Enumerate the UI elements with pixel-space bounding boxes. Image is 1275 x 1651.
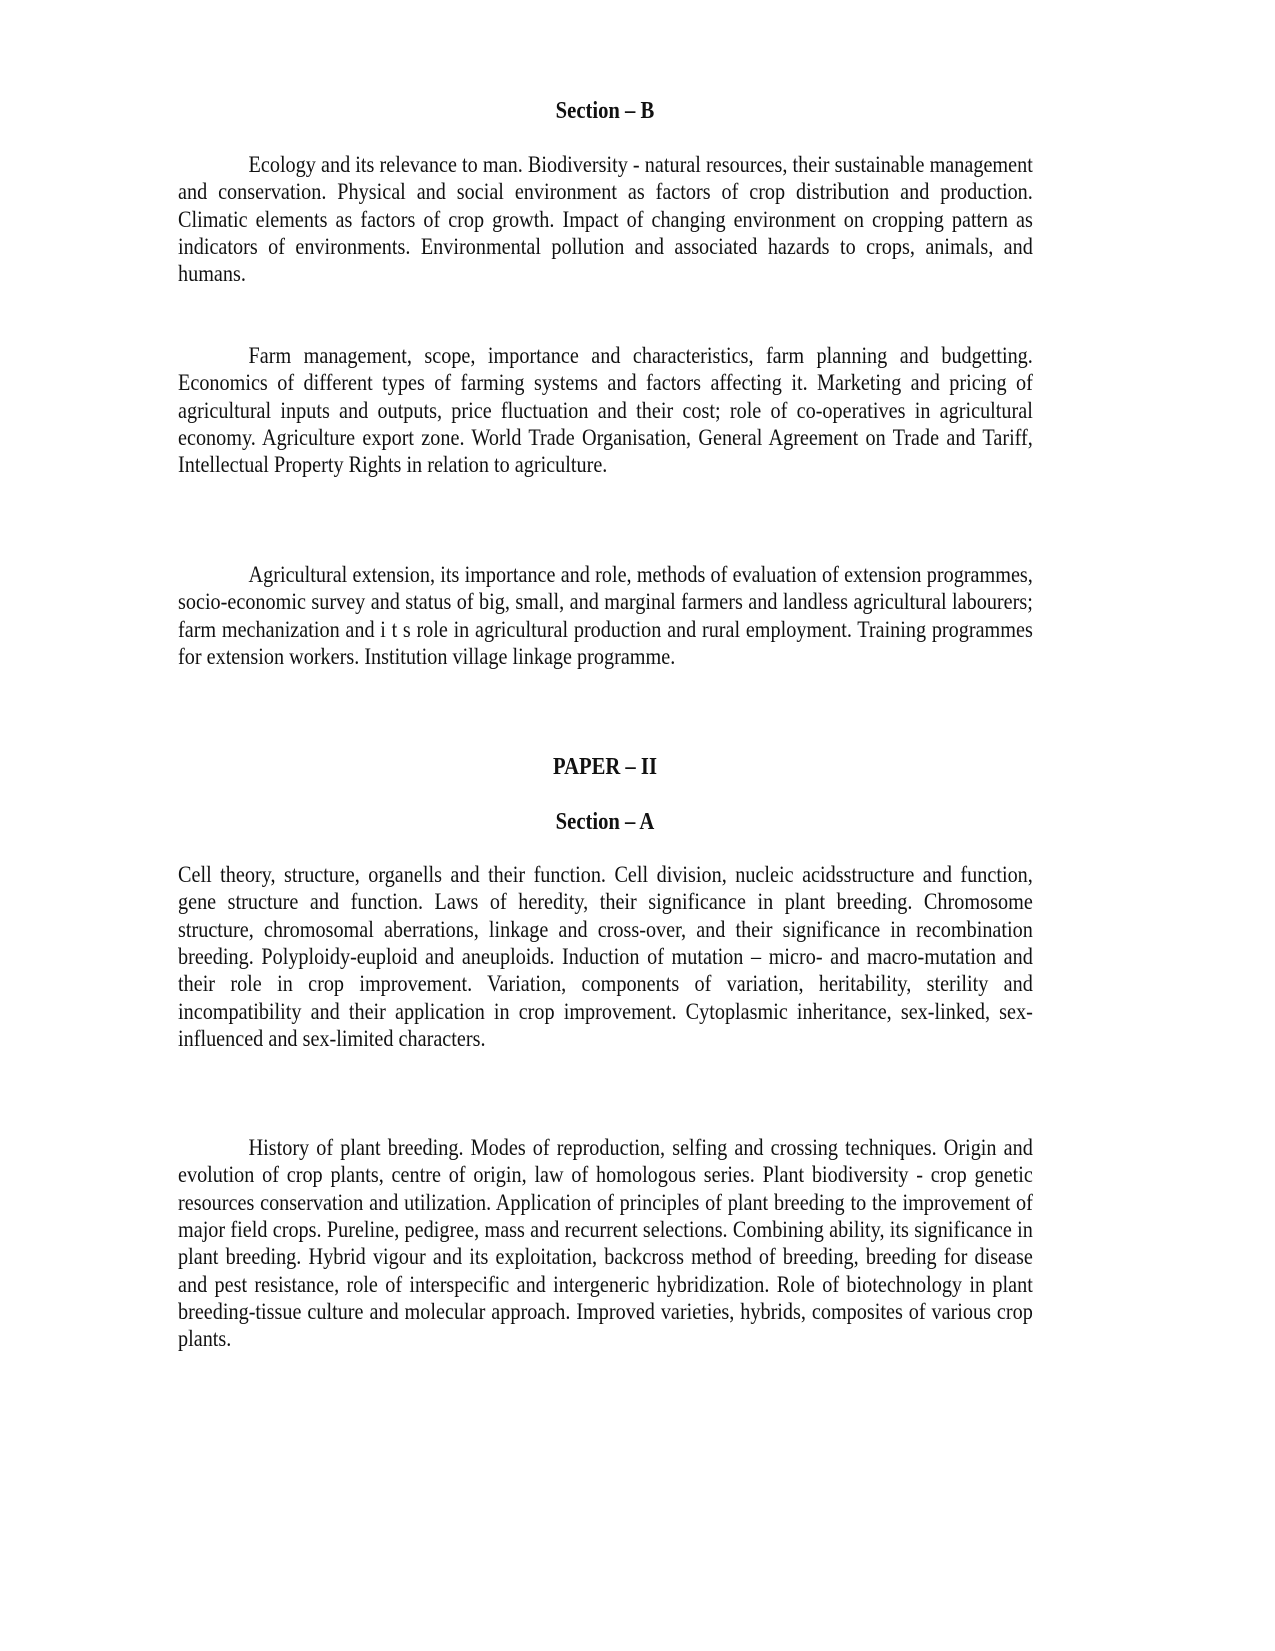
paragraph-agricultural-extension: Agricultural extension, its importance and role, methods of evaluation of extension programmes, socio-economic survey and status of big, small, and marginal farmers and landless agricultural labourers; farm mechanization and i t s role in agricultural production and rural employment. Training programmes for extension workers. Institution village linkage programme. — [178, 562, 1033, 671]
paragraph-cell-theory: Cell theory, structure, organells and their function. Cell division, nucleic acidsstructure and function, gene structure and function. Laws of heredity, their significance in plant breeding. Chromosome structure, chromosomal aberrations, linkage and cross-over, and their significance in recombination breeding. Polyploidy-euploid and aneuploids. Induction of mutation – micro- and macro-mutation and their role in crop improvement. Variation, components of variation, heritability, sterility and incompatibility and their application in crop improvement. Cytoplasmic inheritance, sex-linked, sex-influenced and sex-limited characters. — [178, 862, 1033, 1053]
section-b-heading: Section – B — [555, 98, 655, 124]
paper-ii-heading: PAPER – II — [553, 754, 657, 780]
section-a-heading: Section – A — [555, 809, 655, 835]
paragraph-ecology: Ecology and its relevance to man. Biodiversity - natural resources, their sustainable management and conservation. Physical and social environment as factors of crop distribution and production. Climatic elements as factors of crop growth. Impact of changing environment on cropping pattern as indicators of environments. Environmental pollution and associated hazards to crops, animals, and humans. — [178, 152, 1033, 288]
paragraph-farm-management: Farm management, scope, importance and characteristics, farm planning and budgetting. Economics of different types of farming systems and factors affecting it. Marketing and pricing of agricultural inputs and outputs, price fluctuation and their cost; role of co-operatives in agricultural economy. Agriculture export zone. World Trade Organisation, General Agreement on Trade and Tariff, Intellectual Property Rights in relation to agriculture. — [178, 343, 1033, 479]
paragraph-plant-breeding: History of plant breeding. Modes of reproduction, selfing and crossing techniques. Origin and evolution of crop plants, centre of origin, law of homologous series. Plant biodiversity - crop genetic resources conservation and utilization. Application of principles of plant breeding to the improvement of major field crops. Pureline, pedigree, mass and recurrent selections. Combining ability, its significance in plant breeding. Hybrid vigour and its exploitation, backcross method of breeding, breeding for disease and pest resistance, role of interspecific and intergeneric hybridization. Role of biotechnology in plant breeding-tissue culture and molecular approach. Improved varieties, hybrids, composites of various crop plants. — [178, 1135, 1033, 1353]
